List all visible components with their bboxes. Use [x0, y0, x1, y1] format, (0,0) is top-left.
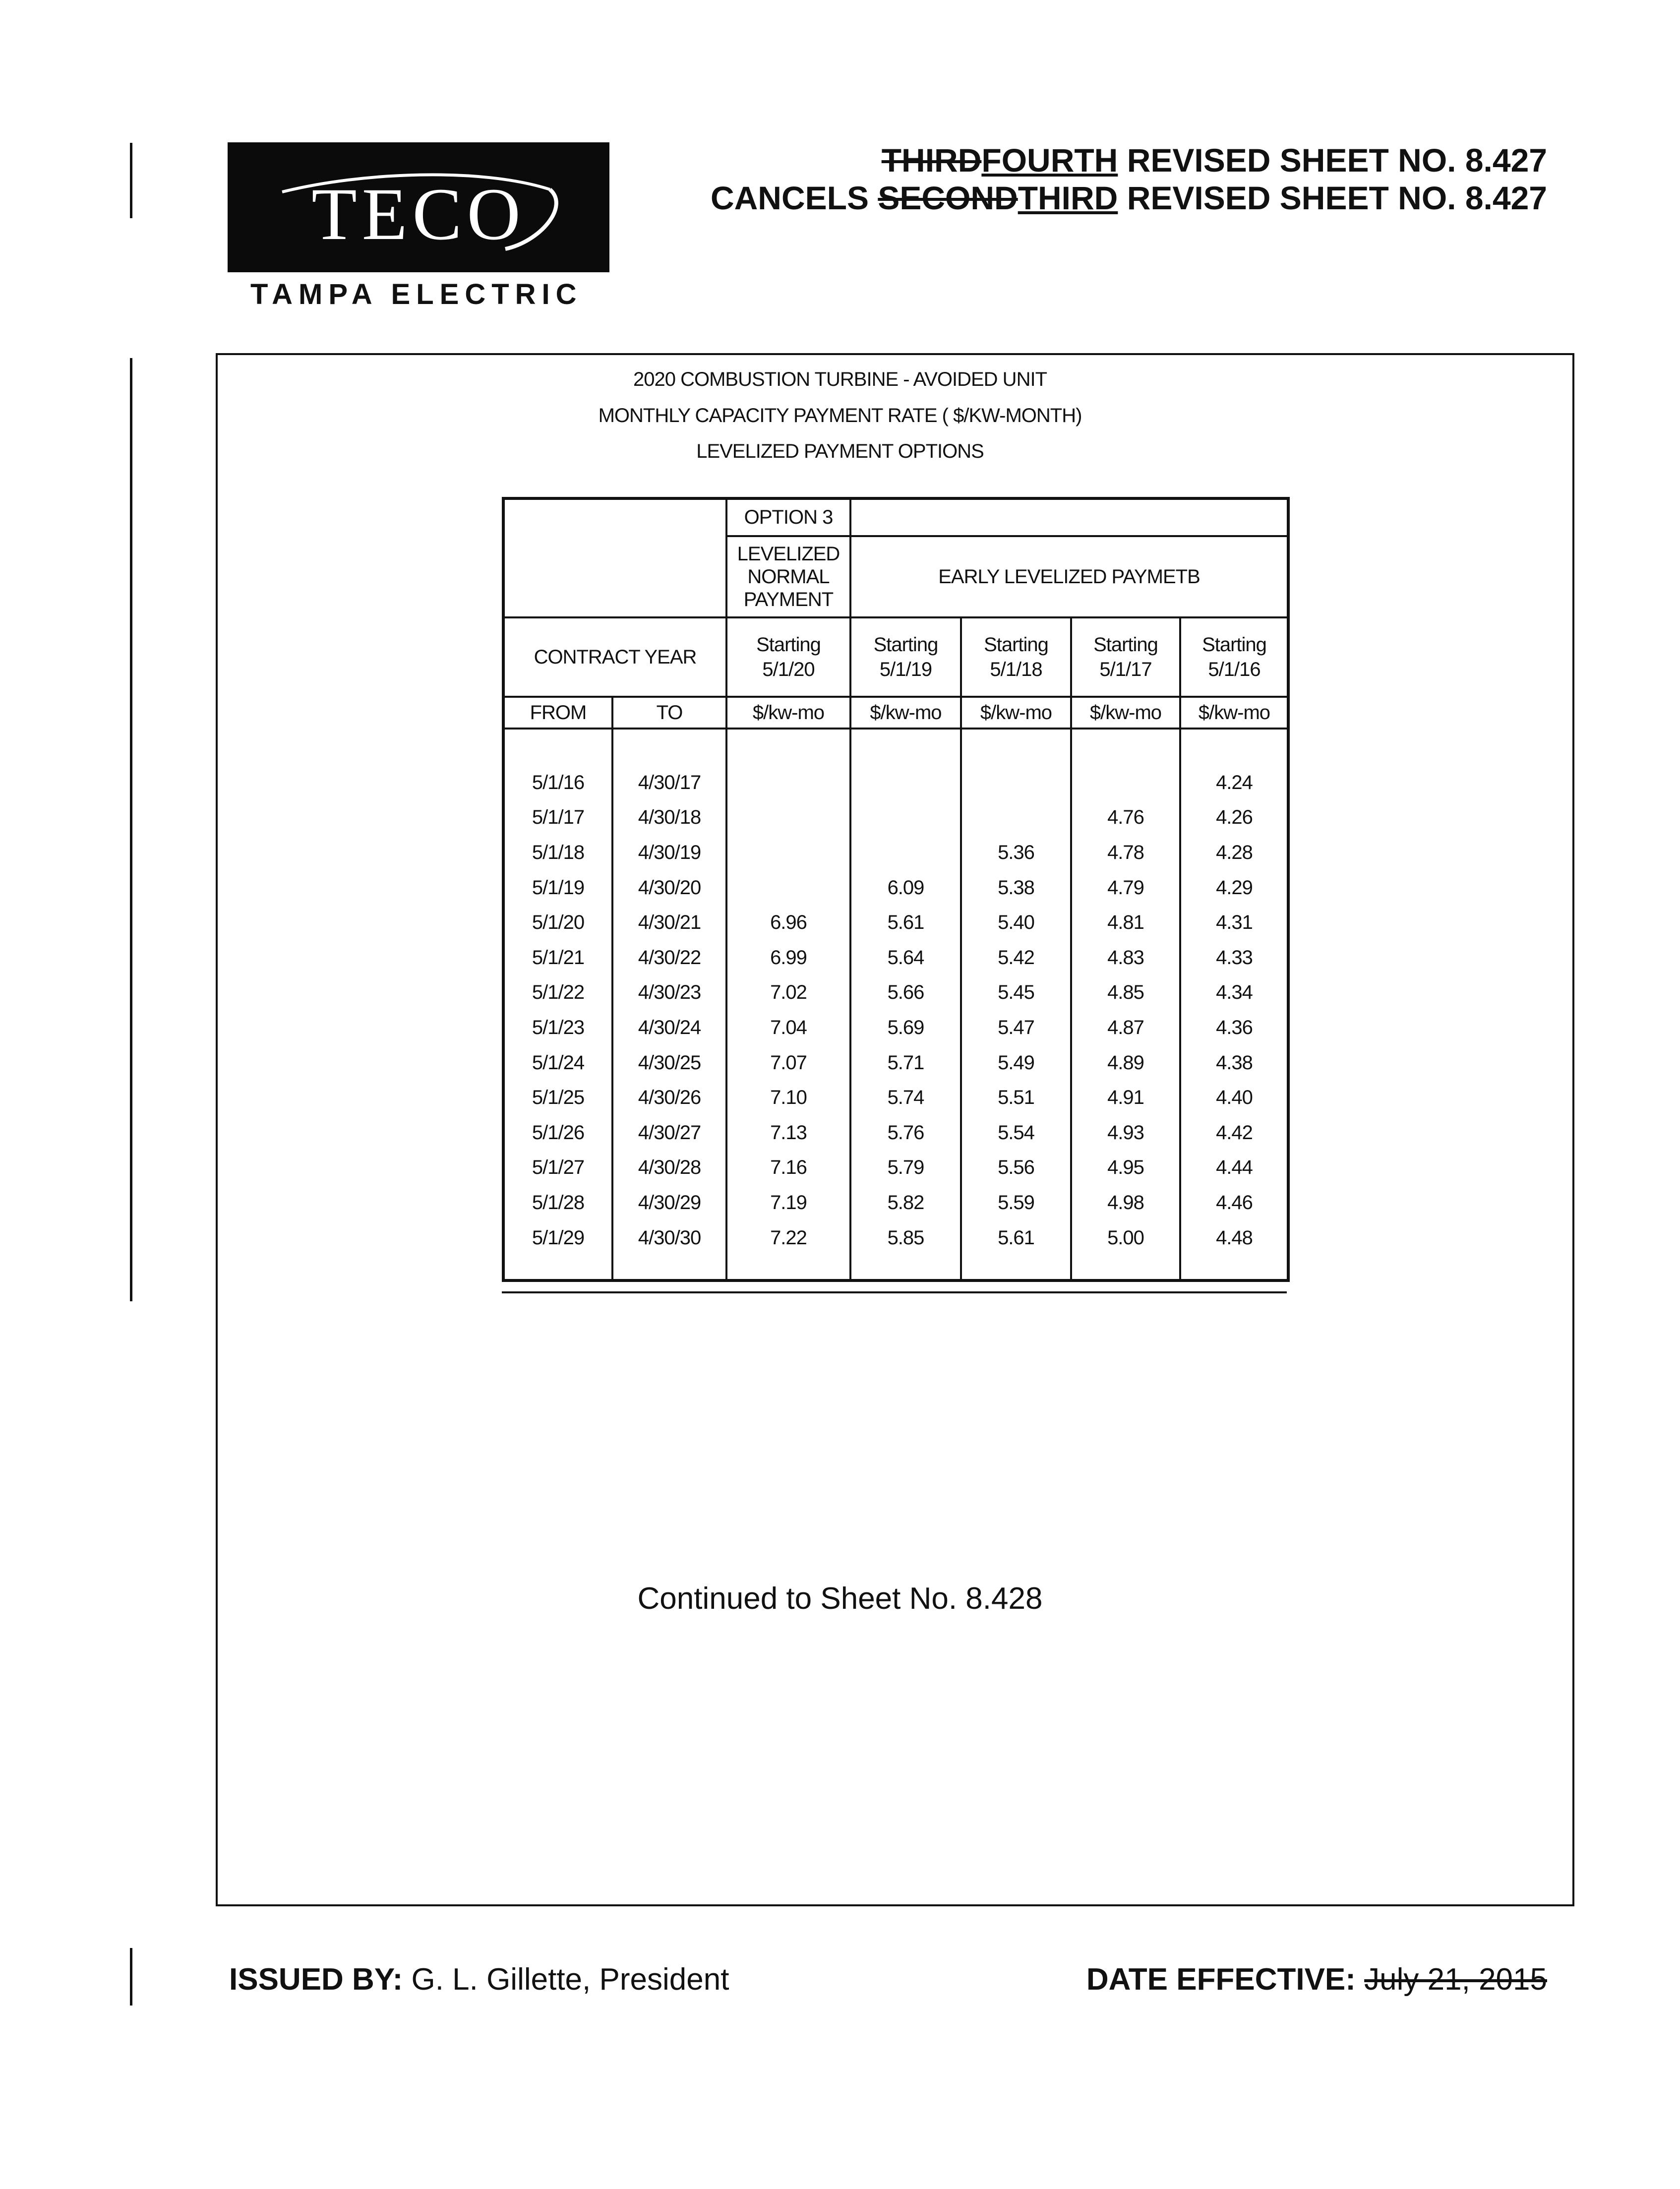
starting-date: 5/1/19	[879, 659, 932, 680]
levelized-normal-line: PAYMENT	[743, 589, 834, 610]
unit-header: $/kw-mo	[726, 697, 850, 729]
table-row	[503, 835, 1288, 870]
issued-by-value: G. L. Gillette, President	[411, 1962, 729, 1997]
from-date-cell: 5/1/17	[503, 800, 612, 836]
rate-cell: 5.45	[961, 975, 1071, 1011]
table-row	[503, 940, 1288, 975]
starting-date: 5/1/16	[1208, 659, 1260, 680]
unit-header: $/kw-mo	[850, 697, 961, 729]
rate-cell	[1071, 765, 1180, 800]
to-date-cell: 4/30/29	[612, 1185, 726, 1220]
rate-cell	[961, 800, 1071, 836]
from-date-cell: 5/1/19	[503, 870, 612, 906]
revision-bar-table	[130, 358, 132, 1301]
rate-cell: 7.13	[726, 1115, 850, 1151]
rate-cell: 5.74	[850, 1080, 961, 1115]
rate-cell: 7.10	[726, 1080, 850, 1115]
struck-revision: THIRD	[881, 142, 982, 179]
rate-cell	[726, 765, 850, 800]
unit-header: $/kw-mo	[961, 697, 1071, 729]
to-date-cell: 4/30/24	[612, 1010, 726, 1045]
table-double-rule	[502, 1291, 1287, 1293]
rate-cell: 5.38	[961, 870, 1071, 906]
logo-text: TECO	[311, 173, 526, 255]
revision-bar-footer	[130, 1948, 132, 2006]
levelized-normal-header	[726, 536, 850, 617]
unit-header: $/kw-mo	[1180, 697, 1288, 729]
from-date-cell: 5/1/25	[503, 1080, 612, 1115]
from-date-cell: 5/1/18	[503, 835, 612, 870]
rate-cell: 5.42	[961, 940, 1071, 975]
levelized-normal-line: LEVELIZED	[737, 543, 840, 565]
rate-cell: 7.22	[726, 1220, 850, 1256]
rate-cell	[726, 835, 850, 870]
company-name: TAMPA ELECTRIC	[250, 278, 583, 310]
contract-year-header: CONTRACT YEAR	[503, 617, 726, 697]
rate-cell: 4.85	[1071, 975, 1180, 1011]
rate-cell: 4.38	[1180, 1045, 1288, 1081]
to-date-cell: 4/30/17	[612, 765, 726, 800]
starting-date: 5/1/17	[1099, 659, 1152, 680]
revision-bar-header	[130, 143, 132, 218]
rate-cell: 4.76	[1071, 800, 1180, 836]
rate-cell: 7.19	[726, 1185, 850, 1220]
from-date-cell: 5/1/16	[503, 765, 612, 800]
header-blank-cell	[503, 498, 726, 617]
starting-label: Starting	[1202, 634, 1266, 656]
table-row	[503, 1185, 1288, 1220]
rate-cell: 4.83	[1071, 940, 1180, 975]
sheet-number-line	[882, 144, 1547, 177]
rate-cell: 5.56	[961, 1151, 1071, 1186]
starting-header	[726, 617, 850, 697]
unit-header: $/kw-mo	[1071, 697, 1180, 729]
rate-cell: 4.87	[1071, 1010, 1180, 1045]
to-date-cell: 4/30/20	[612, 870, 726, 906]
rate-cell: 4.46	[1180, 1185, 1288, 1220]
rate-cell: 6.09	[850, 870, 961, 906]
table-row	[503, 1220, 1288, 1256]
cancels-line	[711, 182, 1547, 214]
levelized-normal-line: NORMAL	[747, 566, 830, 588]
from-date-cell: 5/1/29	[503, 1220, 612, 1256]
rate-cell: 4.48	[1180, 1220, 1288, 1256]
rate-cell	[726, 800, 850, 836]
rate-cell: 5.36	[961, 835, 1071, 870]
company-logo	[228, 142, 609, 272]
to-date-cell: 4/30/27	[612, 1115, 726, 1151]
rate-cell: 4.78	[1071, 835, 1180, 870]
from-date-cell: 5/1/23	[503, 1010, 612, 1045]
rate-cell: 4.95	[1071, 1151, 1180, 1186]
rate-cell: 4.81	[1071, 905, 1180, 940]
continued-note: Continued to Sheet No. 8.428	[637, 1581, 1043, 1616]
rate-cell: 4.29	[1180, 870, 1288, 906]
rate-cell: 5.66	[850, 975, 961, 1011]
table-row	[503, 1045, 1288, 1081]
to-header: TO	[612, 697, 726, 729]
rate-cell: 5.59	[961, 1185, 1071, 1220]
starting-date: 5/1/20	[762, 659, 815, 680]
rate-cell: 4.33	[1180, 940, 1288, 975]
from-date-cell: 5/1/21	[503, 940, 612, 975]
rate-cell: 5.40	[961, 905, 1071, 940]
starting-header	[850, 617, 961, 697]
rate-cell: 7.16	[726, 1151, 850, 1186]
from-date-cell: 5/1/27	[503, 1151, 612, 1186]
inserted-revision: THIRD	[1018, 180, 1118, 216]
table-row	[503, 800, 1288, 836]
rate-cell: 5.61	[850, 905, 961, 940]
struck-revision: SECOND	[878, 180, 1018, 216]
rate-cell	[850, 800, 961, 836]
rate-cell: 5.71	[850, 1045, 961, 1081]
starting-label: Starting	[756, 634, 821, 656]
rate-cell: 4.34	[1180, 975, 1288, 1011]
from-date-cell: 5/1/20	[503, 905, 612, 940]
inserted-revision: FOURTH	[981, 142, 1118, 179]
rate-cell	[850, 835, 961, 870]
capacity-payment-table	[502, 497, 1290, 1282]
rate-cell: 7.04	[726, 1010, 850, 1045]
rate-cell: 4.40	[1180, 1080, 1288, 1115]
document-title-line-1: 2020 COMBUSTION TURBINE - AVOIDED UNIT	[633, 368, 1047, 390]
date-effective-label: DATE EFFECTIVE:	[1086, 1962, 1356, 1997]
rate-cell: 5.51	[961, 1080, 1071, 1115]
table-row	[503, 870, 1288, 906]
rate-cell: 4.98	[1071, 1185, 1180, 1220]
table-row	[503, 765, 1288, 800]
rate-cell: 4.93	[1071, 1115, 1180, 1151]
document-title-line-3: LEVELIZED PAYMENT OPTIONS	[696, 440, 984, 462]
rate-cell: 5.85	[850, 1220, 961, 1256]
starting-label: Starting	[873, 634, 938, 656]
from-date-cell: 5/1/24	[503, 1045, 612, 1081]
to-date-cell: 4/30/21	[612, 905, 726, 940]
rate-cell: 6.96	[726, 905, 850, 940]
rate-cell: 5.69	[850, 1010, 961, 1045]
from-date-cell: 5/1/22	[503, 975, 612, 1011]
from-date-cell: 5/1/26	[503, 1115, 612, 1151]
date-effective-value: July 21, 2015	[1364, 1962, 1547, 1997]
table-row	[503, 1010, 1288, 1045]
to-date-cell: 4/30/30	[612, 1220, 726, 1256]
rate-cell: 5.61	[961, 1220, 1071, 1256]
from-date-cell: 5/1/28	[503, 1185, 612, 1220]
rate-cell: 5.49	[961, 1045, 1071, 1081]
date-effective	[1086, 1964, 1547, 1995]
from-header: FROM	[503, 697, 612, 729]
table-row	[503, 975, 1288, 1011]
early-levelized-header: EARLY LEVELIZED PAYMETB	[850, 536, 1288, 617]
rate-cell	[961, 765, 1071, 800]
rate-cell: 4.31	[1180, 905, 1288, 940]
rate-cell: 5.00	[1071, 1220, 1180, 1256]
starting-header	[1180, 617, 1288, 697]
rate-cell: 5.76	[850, 1115, 961, 1151]
document-title-line-2: MONTHLY CAPACITY PAYMENT RATE ( $/KW-MONTH)	[598, 405, 1082, 426]
rate-cell: 5.54	[961, 1115, 1071, 1151]
sheet-number-text: REVISED SHEET NO. 8.427	[1127, 180, 1547, 216]
rate-cell: 4.36	[1180, 1010, 1288, 1045]
to-date-cell: 4/30/28	[612, 1151, 726, 1186]
to-date-cell: 4/30/19	[612, 835, 726, 870]
rate-cell: 4.89	[1071, 1045, 1180, 1081]
option-label: OPTION 3	[726, 498, 850, 536]
rate-cell: 7.02	[726, 975, 850, 1011]
table-row	[503, 1080, 1288, 1115]
starting-header	[961, 617, 1071, 697]
rate-cell: 5.79	[850, 1151, 961, 1186]
rate-cell: 4.42	[1180, 1115, 1288, 1151]
rate-cell: 5.64	[850, 940, 961, 975]
rate-cell: 7.07	[726, 1045, 850, 1081]
header-blank-cell	[850, 498, 1288, 536]
rate-cell: 4.91	[1071, 1080, 1180, 1115]
rate-cell	[850, 765, 961, 800]
issued-by-label: ISSUED BY:	[229, 1962, 403, 1997]
rate-cell: 5.47	[961, 1010, 1071, 1045]
rate-cell: 6.99	[726, 940, 850, 975]
to-date-cell: 4/30/23	[612, 975, 726, 1011]
rate-cell: 4.28	[1180, 835, 1288, 870]
rate-cell: 4.79	[1071, 870, 1180, 906]
issued-by	[229, 1964, 729, 1995]
starting-header	[1071, 617, 1180, 697]
sheet-number-text: REVISED SHEET NO. 8.427	[1127, 142, 1547, 179]
to-date-cell: 4/30/18	[612, 800, 726, 836]
table-body	[503, 765, 1288, 1255]
starting-label: Starting	[984, 634, 1048, 656]
to-date-cell: 4/30/22	[612, 940, 726, 975]
to-date-cell: 4/30/25	[612, 1045, 726, 1081]
to-date-cell: 4/30/26	[612, 1080, 726, 1115]
rate-cell: 5.82	[850, 1185, 961, 1220]
starting-date: 5/1/18	[990, 659, 1042, 680]
rate-cell: 4.26	[1180, 800, 1288, 836]
starting-label: Starting	[1093, 634, 1158, 656]
table-row	[503, 1151, 1288, 1186]
cancels-prefix: CANCELS	[710, 180, 869, 216]
rate-cell	[726, 870, 850, 906]
rate-cell: 4.24	[1180, 765, 1288, 800]
rate-cell: 4.44	[1180, 1151, 1288, 1186]
table-row	[503, 905, 1288, 940]
table-row	[503, 1115, 1288, 1151]
